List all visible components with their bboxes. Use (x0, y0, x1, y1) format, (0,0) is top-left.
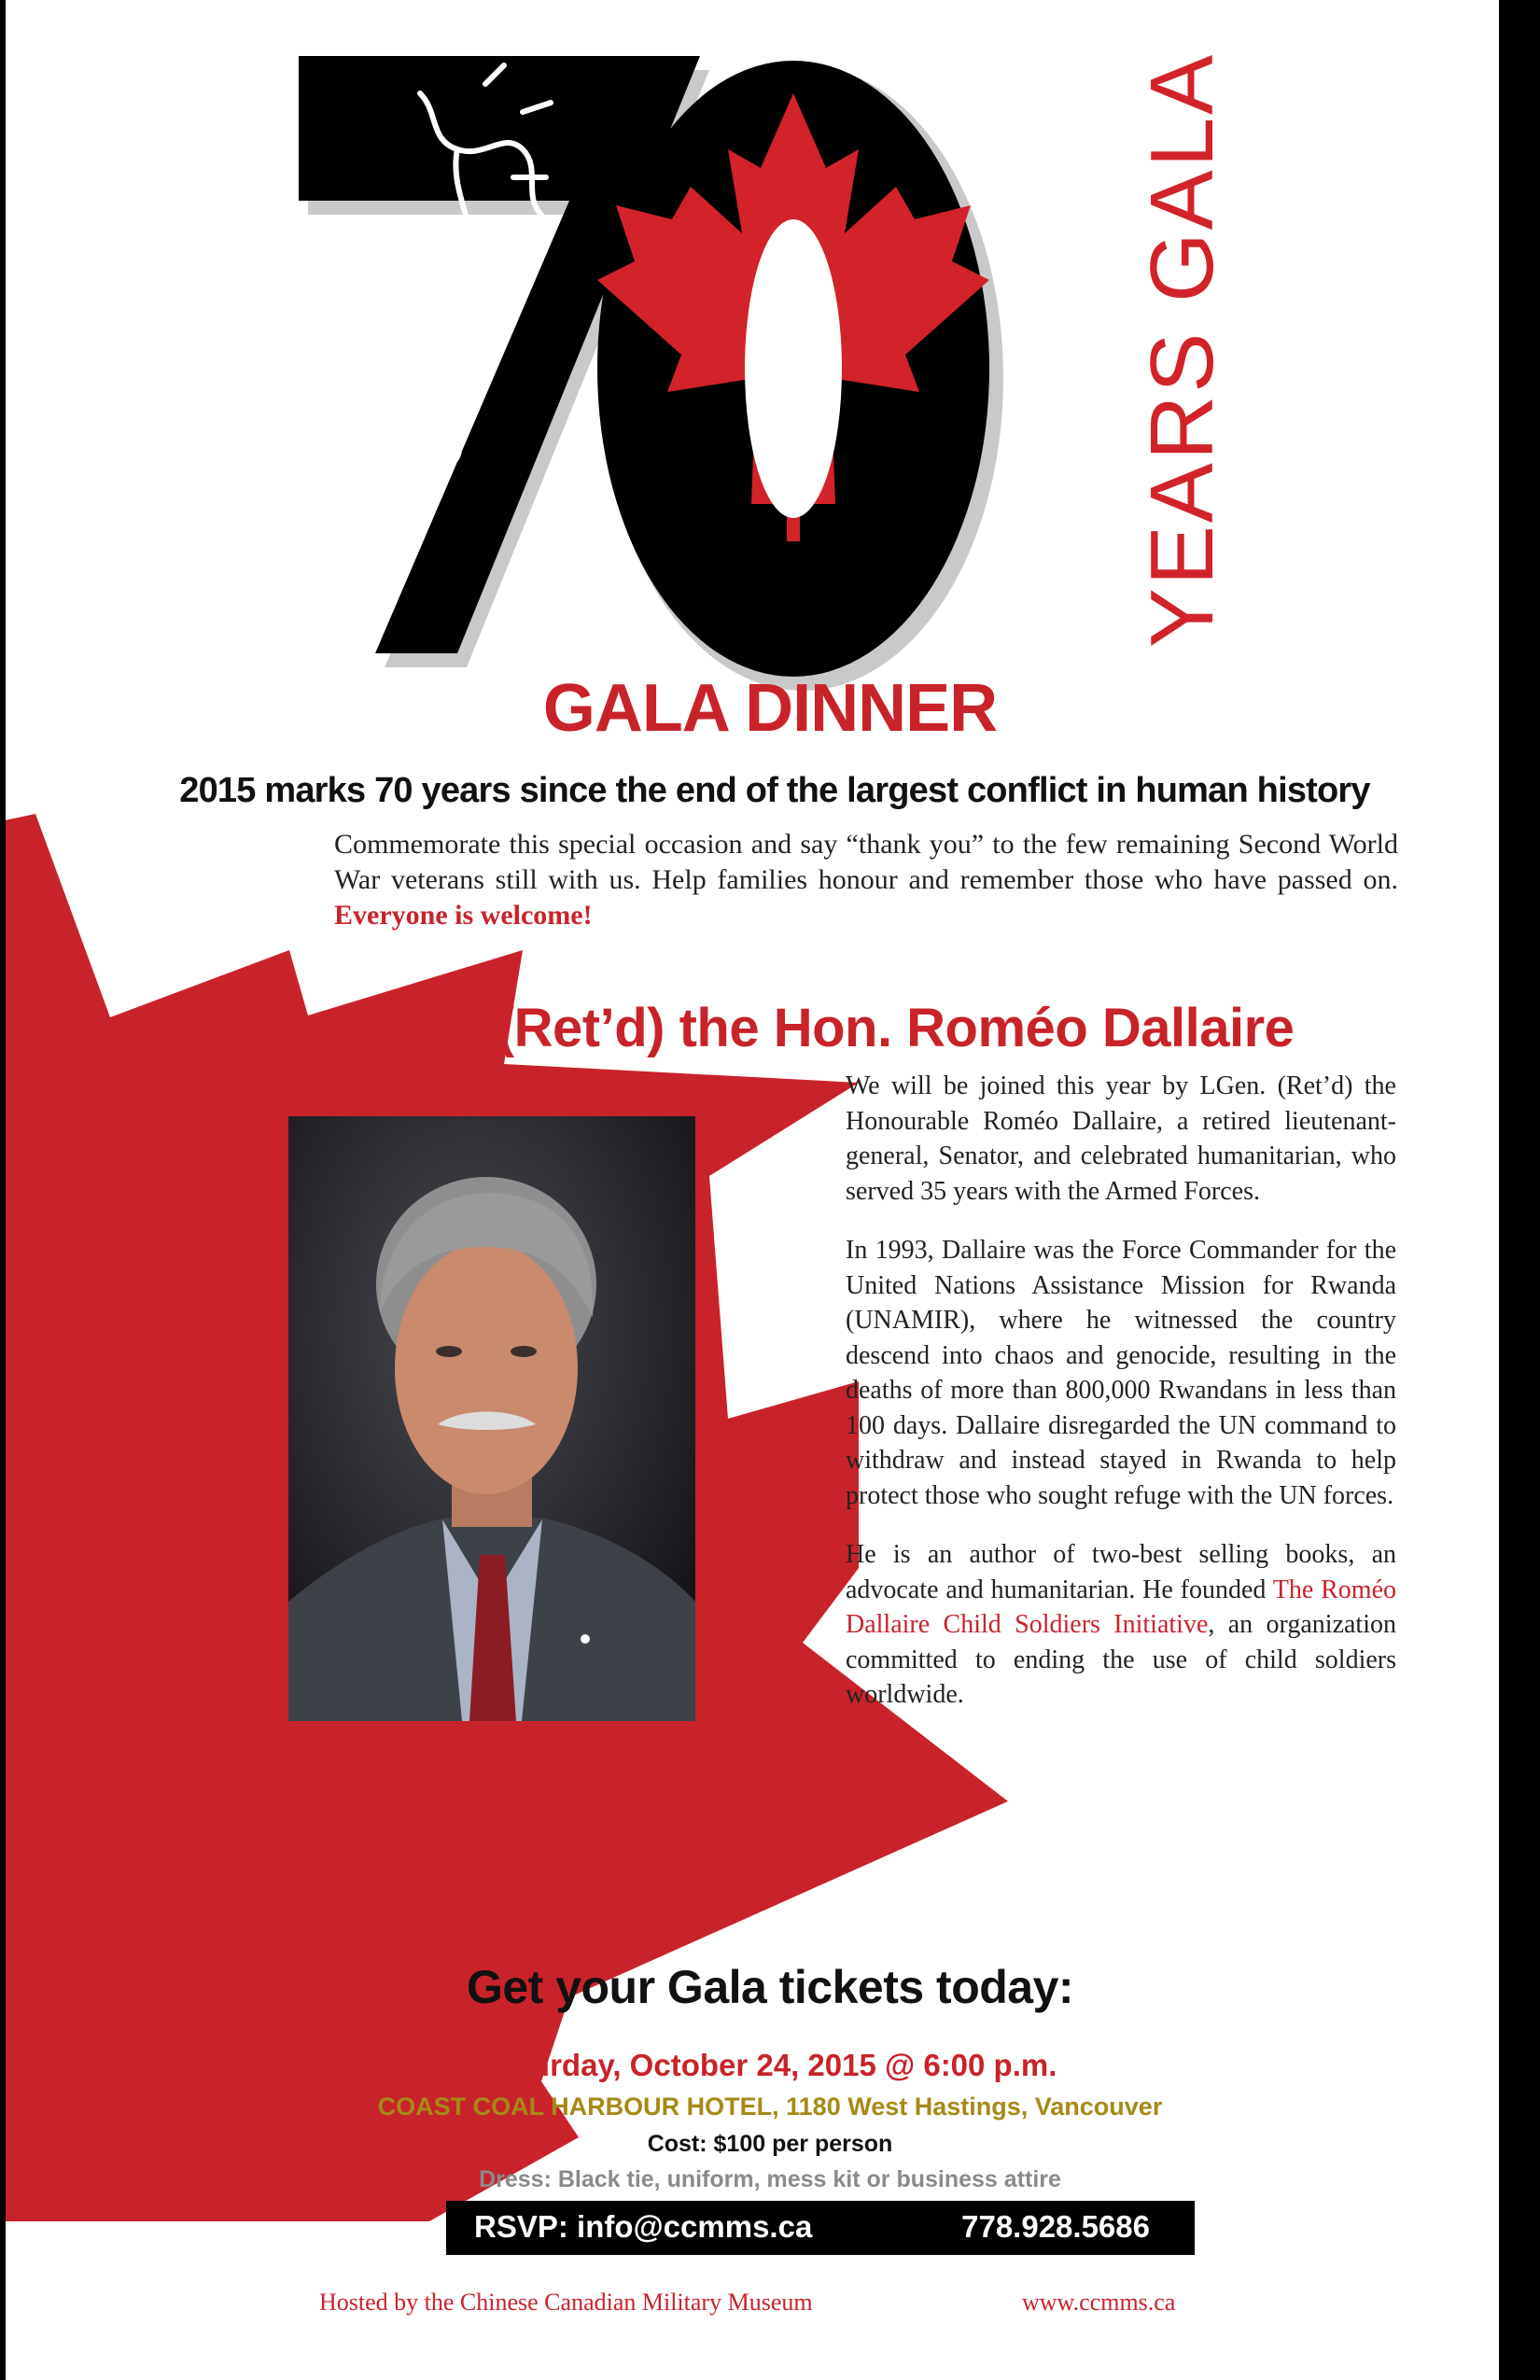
rsvp-email-link[interactable]: RSVP: info@ccmms.ca (474, 2209, 813, 2244)
speaker-photo (288, 1116, 695, 1721)
years-gala-label: YEARS GALA (1132, 51, 1232, 649)
website-link[interactable]: www.ccmms.ca (1022, 2289, 1176, 2316)
tickets-heading: Get your Gala tickets today: (466, 1961, 1074, 2013)
event-date: Saturday, October 24, 2015 @ 6:00 p.m. (483, 2048, 1057, 2082)
bio-paragraph-1: We will be joined this year by LGen. (Ret’d) the Honourable Roméo Dallaire, a retired lieutenant-general, Senator, and celebrated humanitarian, who served 35 years with the Armed Forces. (846, 1071, 1396, 1206)
speaker-bio (846, 1069, 1396, 1737)
event-venue: COAST COAL HARBOUR HOTEL, 1180 West Hastings, Vancouver (377, 2093, 1163, 2121)
page-title: GALA DINNER (542, 671, 998, 746)
right-border (1499, 0, 1540, 2380)
welcome-text: Everyone is welcome! (334, 900, 593, 931)
headline: 2015 marks 70 years since the end of the largest conflict in human history (179, 771, 1370, 810)
bio-paragraph-3 (846, 1537, 1396, 1713)
seventy-logo (299, 51, 1232, 691)
rsvp-phone[interactable]: 778.928.5686 (961, 2209, 1150, 2244)
bio-paragraph-3-text: He is an author of two-best selling books, an advocate and humanitarian. He founded (846, 1540, 1396, 1604)
ticket-cost: Cost: $100 per person (647, 2131, 893, 2157)
intro-paragraph (334, 827, 1398, 933)
child-soldiers-initiative-link[interactable]: The Roméo Dallaire Child Soldiers Initiative (846, 1575, 1397, 1639)
bio-paragraph-2: In 1993, Dallaire was the Force Commander for the United Nations Assistance Mission for Rwanda (UNAMIR), where he witnessed the country descend into chaos and genocide, resulting in the deaths of more than 800,000 Rwandans in less than 100 days. Dallaire disregarded the UN command to withdraw and instead stayed in Rwanda to help protect those who sought refuge with the UN forces. (846, 1236, 1396, 1510)
bio-paragraph-3-end: , an organization committed to ending the use of child soldiers worldwide. (846, 1610, 1396, 1709)
footer (319, 2289, 1253, 2317)
dress-code: Dress: Black tie, uniform, mess kit or business attire (479, 2166, 1061, 2192)
speaker-name: LGen (Ret’d) the Hon. Roméo Dallaire (345, 998, 1295, 1058)
host-text: Hosted by the Chinese Canadian Military Museum (319, 2289, 813, 2316)
intro-text: Commemorate this special occasion and say “thank you” to the few remaining Second World War veterans still with us. Help families honour and remember those who have passed on. (334, 829, 1398, 895)
left-border (0, 0, 6, 2380)
rsvp-bar (446, 2201, 1195, 2255)
